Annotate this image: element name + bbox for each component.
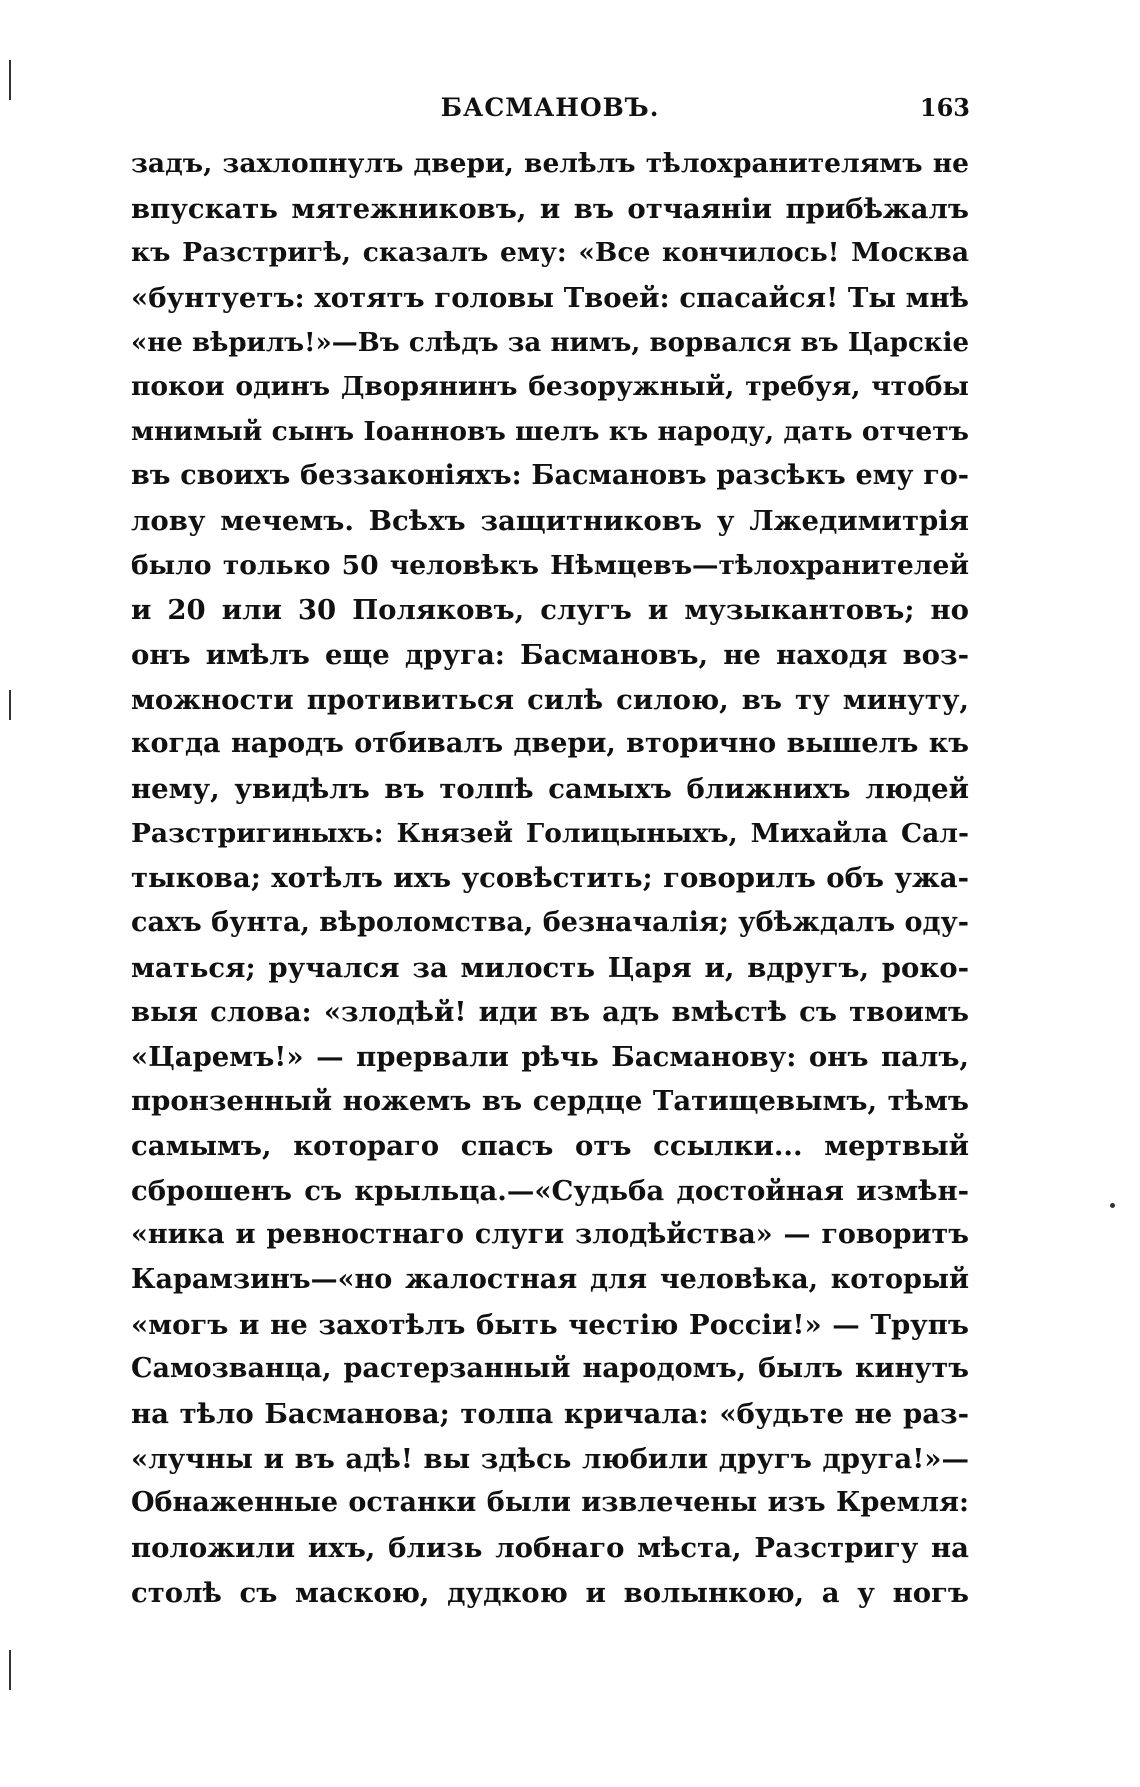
- text-line: и 20 или 30 Поляковъ, слугъ и музыкантовъ; но: [131, 594, 969, 627]
- running-head: [130, 88, 970, 128]
- page-number: 163: [919, 93, 970, 122]
- text-line: «ника и ревностнаго слуги злодѣйства» — говоритъ: [131, 1219, 969, 1251]
- text-line: сброшенъ съ крыльца.—«Судьба достойная измѣн-: [131, 1174, 969, 1207]
- scan-mark: [9, 1650, 11, 1690]
- text-line: задъ, захлопнулъ двери, велѣлъ тѣлохранителямъ не: [131, 148, 969, 179]
- scan-mark: [9, 60, 11, 100]
- text-line: «могъ и не захотѣлъ быть честію Россіи!» — Трупъ: [131, 1308, 969, 1341]
- scan-mark: [9, 690, 11, 720]
- running-head-title: БАСМАНОВЪ.: [440, 93, 660, 122]
- text-line: Карамзинъ—«но жалостная для человѣка, который: [131, 1264, 969, 1296]
- text-line: выя слова: «злодѣй! иди въ адъ вмѣстѣ съ твоимъ: [131, 996, 969, 1029]
- text-line: въ своихъ беззаконіяхъ: Басмановъ разсѣкъ ему го-: [131, 460, 969, 492]
- text-line: «Царемъ!» — прервали рѣчь Басманову: онъ палъ,: [131, 1040, 969, 1073]
- text-line: «бунтуетъ: хотятъ головы Твоей: спасайся! Ты мнѣ: [131, 281, 969, 314]
- text-line: было только 50 человѣкъ Нѣмцевъ—тѣлохранителей: [131, 549, 969, 581]
- body-text: [131, 142, 969, 1615]
- text-line: Разстригиныхъ: Князей Голицыныхъ, Михайла Сал-: [131, 817, 969, 849]
- text-line: на тѣло Басманова; толпа кричала: «будьте не раз-: [131, 1397, 969, 1430]
- text-line: «лучны и въ адѣ! вы здѣсь любили другъ друга!»—: [131, 1442, 969, 1475]
- scan-mark: [1110, 1203, 1115, 1208]
- text-line: столѣ съ маскою, дудкою и волынкою, а у ногъ: [131, 1576, 969, 1609]
- text-line: нему, увидѣлъ въ толпѣ самыхъ ближнихъ людей: [131, 772, 969, 805]
- text-line: лову мечемъ. Всѣхъ защитниковъ у Лжедимитрія: [131, 505, 969, 538]
- text-line: покои одинъ Дворянинъ безоружный, требуя, чтобы: [131, 371, 969, 403]
- text-line: Самозванца, растерзанный народомъ, былъ кинутъ: [131, 1353, 969, 1385]
- text-line: самымъ, котораго спасъ отъ ссылки... мертвый: [131, 1130, 969, 1163]
- text-line: положили ихъ, близь лобнаго мѣста, Разстригу на: [131, 1531, 969, 1564]
- text-line: мнимый сынъ Іоанновъ шелъ къ народу, дать отчетъ: [131, 415, 969, 447]
- text-line: Обнаженные останки были извлечены изъ Кремля:: [131, 1487, 969, 1519]
- text-line: тыкова; хотѣлъ ихъ усовѣстить; говорилъ объ ужа-: [131, 862, 969, 895]
- text-line: можности противиться силѣ силою, въ ту минуту,: [131, 683, 969, 716]
- text-line: онъ имѣлъ еще друга: Басмановъ, не находя воз-: [131, 639, 969, 672]
- text-line: къ Разстригѣ, сказалъ ему: «Все кончилось! Москва: [131, 237, 969, 269]
- text-line: маться; ручался за милость Царя и, вдругъ, роко-: [131, 951, 969, 984]
- text-line: сахъ бунта, вѣроломства, безначалія; убѣждалъ оду-: [131, 906, 969, 938]
- text-line: «не вѣрилъ!»—Въ слѣдъ за нимъ, ворвался въ Царскіе: [131, 327, 969, 358]
- text-line: когда народъ отбивалъ двери, вторично вышелъ къ: [131, 728, 969, 760]
- text-line: впускать мятежниковъ, и въ отчаяніи прибѣжалъ: [131, 192, 969, 225]
- text-line: пронзенный ножемъ въ сердце Татищевымъ, тѣмъ: [131, 1085, 969, 1118]
